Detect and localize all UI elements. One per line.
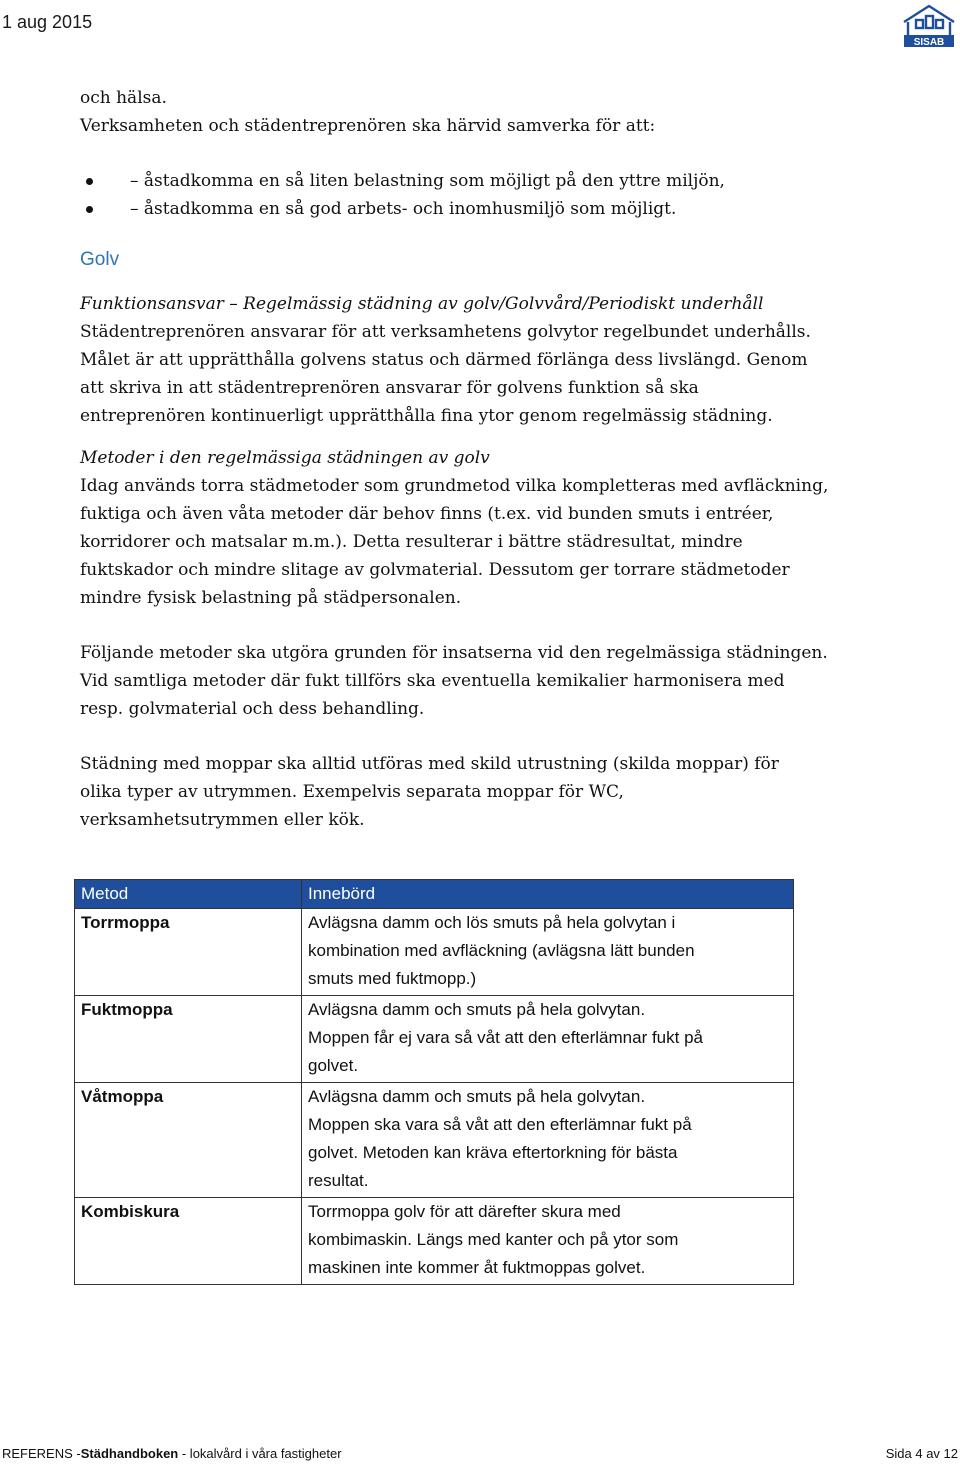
- page-footer: [2, 1446, 958, 1461]
- text-line: entreprenören kontinuerligt upprätthålla fina ytor genom regelmässig städning.: [80, 406, 773, 426]
- table-row: [75, 1083, 794, 1198]
- text-line: korridorer och matsalar m.m.). Detta resulterar i bättre städresultat, mindre: [80, 532, 743, 552]
- description-line: maskinen inte kommer åt fuktmoppas golvet.: [308, 1258, 646, 1277]
- text-line: och hälsa.: [80, 88, 167, 108]
- text-line: verksamhetsutrymmen eller kök.: [80, 810, 365, 830]
- table-row: [75, 996, 794, 1083]
- column-header-innebord: Innebörd: [302, 880, 794, 909]
- sisab-logo-icon: [900, 2, 958, 48]
- text-line: olika typer av utrymmen. Exempelvis separata moppar för WC,: [80, 782, 624, 802]
- list-item: – åstadkomma en så god arbets- och inomhusmiljö som möjligt.: [80, 195, 920, 223]
- text-line: Målet är att upprätthålla golvens status och därmed förlänga dess livslängd. Genom: [80, 350, 808, 370]
- footer-prefix: REFERENS -: [2, 1446, 81, 1461]
- list-item: – åstadkomma en så liten belastning som möjligt på den yttre miljön,: [80, 167, 920, 195]
- footer-title: Städhandboken: [80, 1446, 179, 1461]
- description-line: golvet. Metoden kan kräva eftertorkning för bästa: [308, 1143, 678, 1162]
- column-header-metod: Metod: [75, 880, 302, 909]
- description-line: Avlägsna damm och smuts på hela golvytan.: [308, 1000, 646, 1019]
- header-date: 1 aug 2015: [2, 12, 93, 32]
- description-line: Avlägsna damm och smuts på hela golvytan.: [308, 1087, 646, 1106]
- description-line: Torrmoppa golv för att därefter skura med: [308, 1202, 621, 1221]
- description-line: kombimaskin. Längs med kanter och på ytor som: [308, 1230, 679, 1249]
- table-header-row: [75, 880, 794, 909]
- description-line: Avlägsna damm och lös smuts på hela golvytan i: [308, 913, 676, 932]
- text-line: resp. golvmaterial och dess behandling.: [80, 699, 425, 719]
- footer-suffix: - lokalvård i våra fastigheter: [178, 1446, 342, 1461]
- methods-table: [74, 879, 794, 1285]
- subheading-funktionsansvar: Funktionsansvar – Regelmässig städning av golv/Golvvård/Periodiskt underhåll: [80, 294, 764, 314]
- logo-text: SISAB: [913, 37, 945, 48]
- table-row: [75, 909, 794, 996]
- text-line: Vid samtliga metoder där fukt tillförs ska eventuella kemikalier harmonisera med: [80, 671, 785, 691]
- text-line: Följande metoder ska utgöra grunden för insatserna vid den regelmässiga städningen.: [80, 643, 828, 663]
- method-cell: Kombiskura: [75, 1198, 302, 1285]
- description-line: golvet.: [308, 1056, 359, 1075]
- text-line: fuktskador och mindre slitage av golvmaterial. Dessutom ger torrare städmetoder: [80, 560, 790, 580]
- description-cell: [302, 1198, 794, 1285]
- text-line: att skriva in att städentreprenören ansvarar för golvens funktion så ska: [80, 378, 699, 398]
- text-line: Städning med moppar ska alltid utföras med skild utrustning (skilda moppar) för: [80, 754, 779, 774]
- description-line: Moppen ska vara så våt att den efterlämnar fukt på: [308, 1115, 692, 1134]
- method-cell: Torrmoppa: [75, 909, 302, 996]
- section-heading-golv: Golv: [80, 249, 120, 270]
- method-cell: Våtmoppa: [75, 1083, 302, 1198]
- text-line: Idag används torra städmetoder som grundmetod vilka kompletteras med avfläckning,: [80, 476, 829, 496]
- subheading-metoder: Metoder i den regelmässiga städningen av golv: [80, 448, 490, 468]
- text-line: Verksamheten och städentreprenören ska härvid samverka för att:: [80, 116, 656, 136]
- description-line: Moppen får ej vara så våt att den efterlämnar fukt på: [308, 1028, 703, 1047]
- text-line: Städentreprenören ansvarar för att verksamhetens golvytor regelbundet underhålls.: [80, 322, 811, 342]
- method-cell: Fuktmoppa: [75, 996, 302, 1083]
- table-row: [75, 1198, 794, 1285]
- description-cell: [302, 996, 794, 1083]
- bullet-list: [80, 167, 920, 223]
- description-line: smuts med fuktmopp.): [308, 969, 477, 988]
- text-line: fuktiga och även våta metoder där behov finns (t.ex. vid bunden smuts i entréer,: [80, 504, 774, 524]
- page-number: Sida 4 av 12: [885, 1446, 958, 1461]
- description-line: resultat.: [308, 1171, 369, 1190]
- description-line: kombination med avfläckning (avlägsna lätt bunden: [308, 941, 695, 960]
- document-body: [80, 84, 920, 834]
- description-cell: [302, 1083, 794, 1198]
- description-cell: [302, 909, 794, 996]
- text-line: mindre fysisk belastning på städpersonalen.: [80, 588, 462, 608]
